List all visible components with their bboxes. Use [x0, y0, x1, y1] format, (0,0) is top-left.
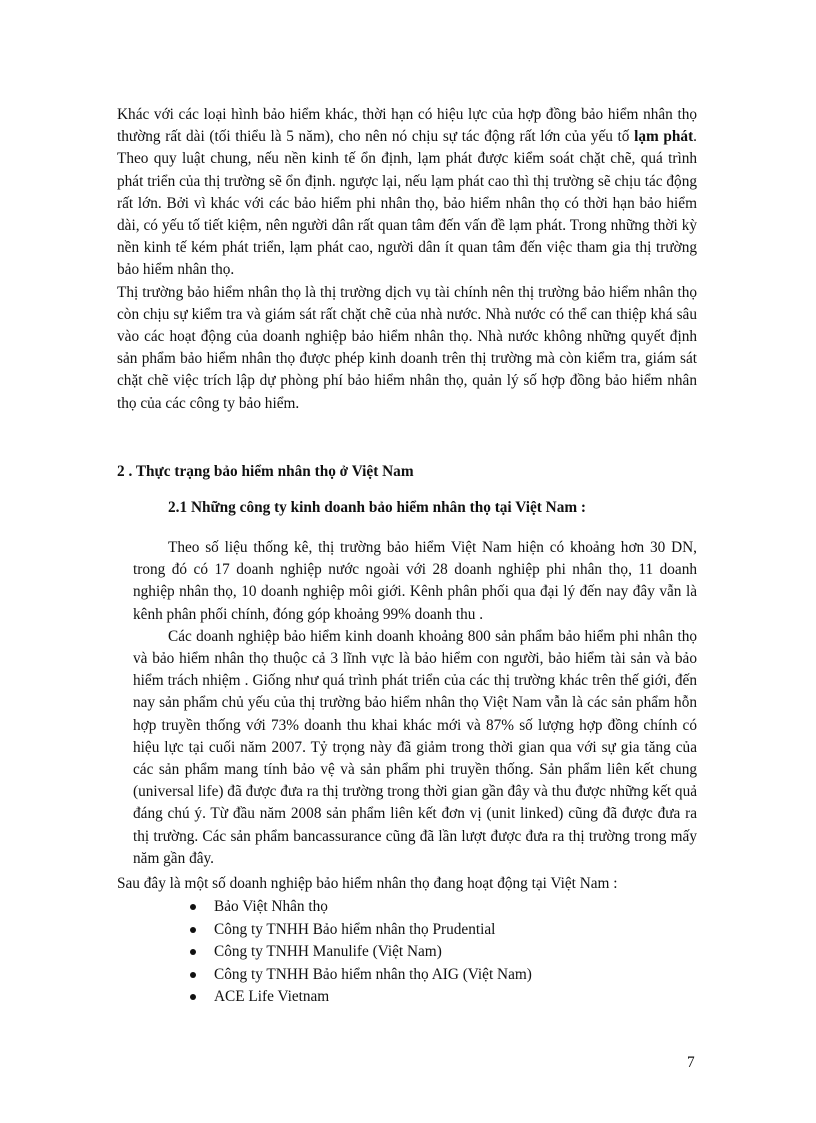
paragraph-state-supervision: Thị trường bảo hiểm nhân thọ là thị trường dịch vụ tài chính nên thị trường bảo hiểm nhân thọ còn chịu sự kiểm tra và giám sát rất chặt chẽ của nhà nước. Nhà nước có thể can thiệp khá sâu vào các hoạt động của doanh nghiệp bảo hiểm nhân thọ. Nhà nước không những quyết định sản phẩm bảo hiểm nhân thọ được phép kinh doanh trên thị trường mà còn kiểm tra, giám sát chặt chẽ việc trích lập dự phòng phí bảo hiểm nhân thọ, quản lý số hợp đồng bảo hiểm nhân thọ của các công ty bảo hiểm.: [117, 283, 697, 412]
list-item: [190, 896, 532, 919]
section-2-text: [133, 537, 697, 870]
company-name: Bảo Việt Nhân thọ: [214, 898, 328, 915]
page-number: 7: [687, 1054, 695, 1071]
list-item: [190, 986, 532, 1009]
list-item: [190, 941, 532, 964]
company-list: [190, 896, 532, 1009]
subsection-heading: 2.1 Những công ty kinh doanh bảo hiểm nhân thọ tại Việt Nam :: [168, 499, 587, 516]
company-name: Công ty TNHH Bảo hiểm nhân thọ AIG (Việt Nam): [214, 965, 532, 983]
paragraph-statistics: Theo số liệu thống kê, thị trường bảo hiểm Việt Nam hiện có khoảng hơn 30 DN, trong đó có 17 doanh nghiệp nước ngoài với 28 doanh nghiệp phi nhân thọ, 11 doanh nghiệp nhân thọ, 10 doanh nghiệp môi giới. Kênh phân phối qua đại lý đến nay đây vẫn là kênh phân phối chính, đóng góp khoảng 99% doanh thu .: [133, 539, 697, 623]
bullet-icon: [190, 994, 196, 1000]
company-name: Công ty TNHH Bảo hiểm nhân thọ Prudential: [214, 920, 496, 938]
bold-term-inflation: lạm phát: [634, 128, 694, 146]
company-name: Công ty TNHH Manulife (Việt Nam): [214, 943, 442, 960]
paragraph-inflation-before: Khác với các loại hình bảo hiểm khác, thời hạn có hiệu lực của hợp đồng bảo hiểm nhân thọ thường rất dài (tối thiểu là 5 năm), cho nên nó chịu sự tác động rất lớn của yếu tố: [117, 106, 697, 146]
paragraph-inflation: [117, 104, 697, 282]
paragraph-products: Các doanh nghiệp bảo hiểm kinh doanh khoảng 800 sản phẩm bảo hiểm phi nhân thọ và bảo hiểm nhân thọ thuộc cả 3 lĩnh vực là bảo hiểm con người, bảo hiểm tài sản và bảo hiểm trách nhiệm . Giống như quá trình phát triển của các thị trường khác trên thế giới, đến nay sản phẩm chủ yếu của thị trường bảo hiểm nhân thọ Việt Nam vẫn là các sản phẩm hỗn hợp truyền thống với 73% doanh thu khai khác mới và 87% số lượng hợp đồng chính có hiệu lực tại cuối năm 2007. Tỷ trọng này đã giảm trong thời gian qua với sự gia tăng của các sản phẩm mang tính bảo vệ và sản phẩm phi truyền thống. Sản phẩm liên kết chung (universal life) đã được đưa ra thị trường trong thời gian gần đây và thu được những kết quả đáng chú ý. Từ đầu năm 2008 sản phẩm liên kết đơn vị (unit linked) cũng đã được đưa ra thị trường. Các sản phẩm bancassurance cũng đã lần lượt được đưa ra thị trường trong mấy năm gần đây.: [133, 627, 698, 867]
bullet-icon: [190, 949, 196, 955]
bullet-icon: [190, 904, 196, 910]
section-heading: 2 . Thực trạng bảo hiểm nhân thọ ở Việt Nam: [117, 463, 414, 480]
paragraph-inflation-after: . Theo quy luật chung, nếu nền kinh tế ổn định, lạm phát được kiểm soát chặt chẽ, quá trình phát triển của thị trường sẽ ổn định. ngược lại, nếu lạm phát cao thì thị trường sẽ chịu tác động rất lớn. Bởi vì khác với các bảo hiểm phi nhân thọ, bảo hiểm nhân thọ có thời hạn bảo hiểm dài, có yếu tố tiết kiệm, nên người dân rất quan tâm đến vấn đề lạm phát. Trong những thời kỳ nền kinh tế kém phát triển, lạm phát cao, người dân ít quan tâm đến việc tham gia thị trường bảo hiểm nhân thọ.: [117, 128, 697, 279]
bullet-icon: [190, 927, 196, 933]
list-item: [190, 919, 532, 942]
company-name: ACE Life Vietnam: [214, 988, 330, 1005]
list-intro: Sau đây là một số doanh nghiệp bảo hiểm nhân thọ đang hoạt động tại Việt Nam :: [117, 875, 618, 892]
section-1-text: [117, 104, 697, 415]
list-item: [190, 964, 532, 987]
bullet-icon: [190, 972, 196, 978]
